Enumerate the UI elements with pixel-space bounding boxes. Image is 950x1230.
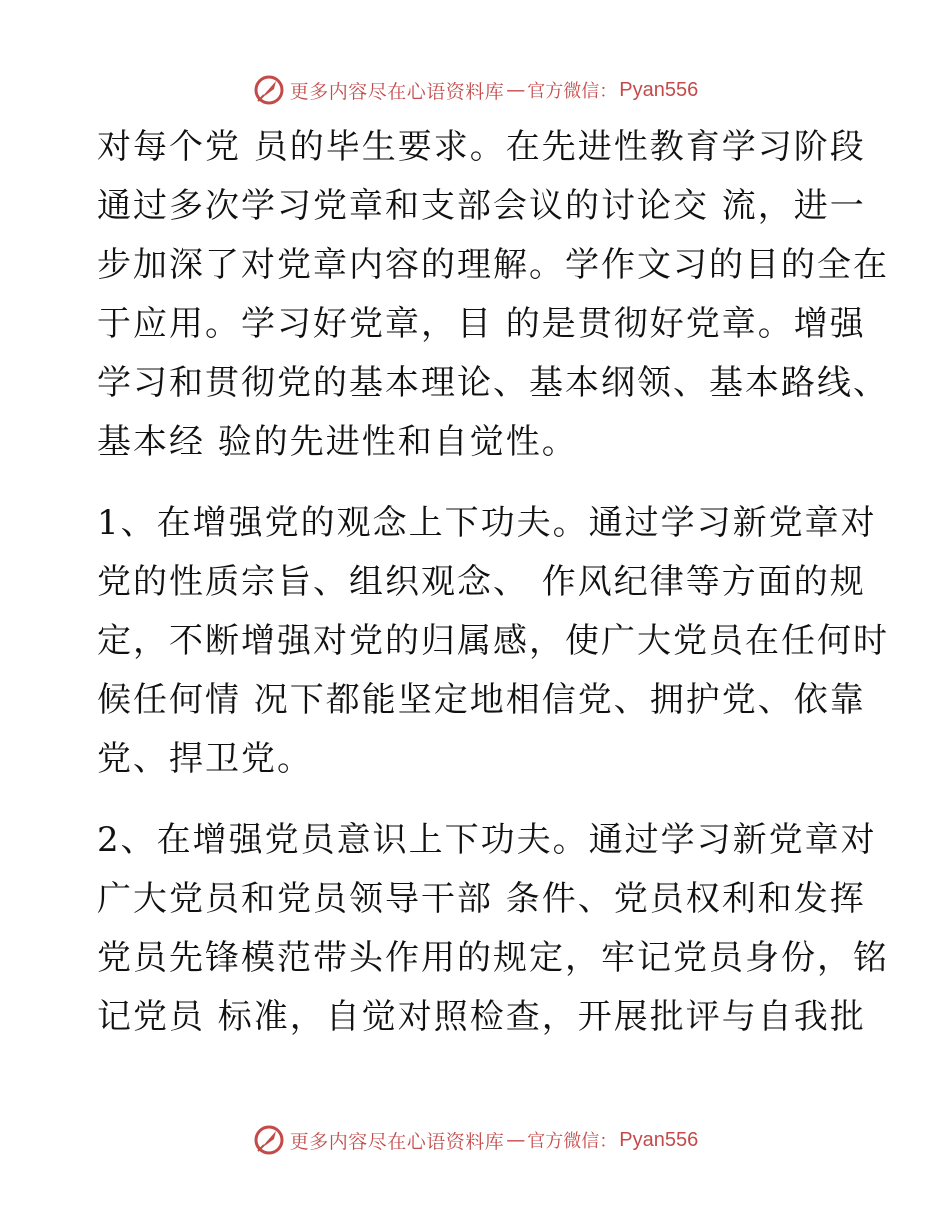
text-line: 广大党员和党员领导干部 条件、党员权利和发挥 bbox=[97, 879, 866, 919]
text-line: 定，不断增强对党的归属感，使广大党员在任何时 bbox=[97, 621, 889, 661]
watermark-wechat-label: 官方微信： bbox=[527, 81, 618, 102]
text-line: 学习和贯彻党的基本理论、基本纲领、基本路线、 bbox=[97, 363, 889, 403]
quill-logo-icon bbox=[252, 73, 286, 107]
text-line: 于应用。学习好党章，目 的是贯彻好党章。增强 bbox=[97, 304, 866, 344]
quill-logo-icon bbox=[252, 1123, 286, 1157]
watermark-main-text: 更多内容尽在心语资料库 bbox=[289, 1130, 505, 1153]
header-watermark bbox=[0, 70, 950, 110]
text-line: 基本经 验的先进性和自觉性。 bbox=[97, 422, 578, 462]
watermark-separator: — bbox=[506, 79, 526, 101]
footer-watermark bbox=[0, 1120, 950, 1160]
watermark-wechat-id: Pyan556 bbox=[619, 78, 699, 101]
paragraph bbox=[97, 118, 889, 472]
text-line: 对每个党 员的毕生要求。在先进性教育学习阶段 bbox=[97, 127, 866, 167]
paragraph bbox=[97, 811, 889, 1047]
text-line: 候任何情 况下都能坚定地相信党、拥护党、依靠 bbox=[97, 680, 866, 720]
text-line: 步加深了对党章内容的理解。学作文习的目的全在 bbox=[97, 245, 889, 285]
paragraph bbox=[97, 494, 889, 789]
watermark-wechat-id: Pyan556 bbox=[619, 1128, 699, 1151]
document-body bbox=[97, 118, 889, 1069]
watermark-wechat-label: 官方微信： bbox=[527, 1131, 618, 1152]
text-line: 记党员 标准，自觉对照检查，开展批评与自我批 bbox=[97, 997, 866, 1037]
text-line: 党的性质宗旨、组织观念、 作风纪律等方面的规 bbox=[97, 562, 866, 602]
text-line: 通过多次学习党章和支部会议的讨论交 流，进一 bbox=[97, 186, 866, 226]
text-line: 党、捍卫党。 bbox=[97, 739, 313, 779]
text-line: 党员先锋模范带头作用的规定，牢记党员身份，铭 bbox=[97, 938, 889, 978]
watermark-separator: — bbox=[506, 1129, 526, 1151]
text-line: 1、在增强党的观念上下功夫。通过学习新党章对 bbox=[97, 503, 877, 543]
text-line: 2、在增强党员意识上下功夫。通过学习新党章对 bbox=[97, 820, 877, 860]
watermark-main-text: 更多内容尽在心语资料库 bbox=[289, 80, 505, 103]
